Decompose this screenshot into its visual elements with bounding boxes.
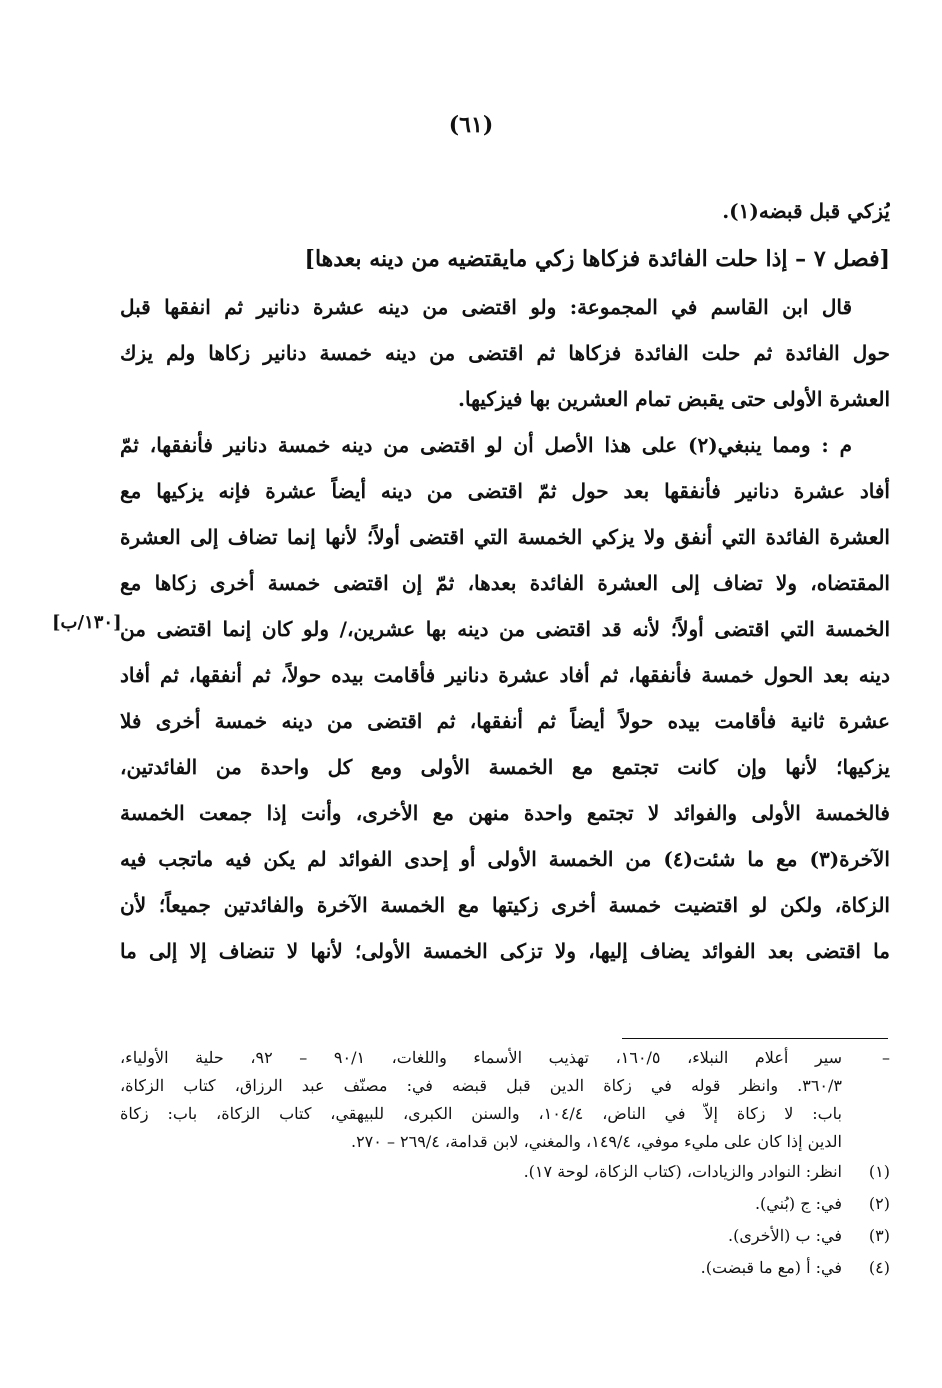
paragraph-line: يزكيها؛ لأنها وإن كانت تجتمع مع الخمسة الأولى ومع كل واحدة من الفائدتين، [120,755,890,779]
paragraph-line: دينه بعد الحول خمسة فأنفقها، ثم أفاد عشرة دنانير فأقامت بيده حولاً، ثم أنفقها، ثم أفاد [120,663,890,687]
paragraph-1 [120,284,890,422]
footnote-line: –سير أعلام النبلاء، ١٦٠/٥، تهذيب الأسماء واللغات، ٩٠/١ – ٩٢، حلية الأولياء، [120,1044,890,1072]
footnote-number: (٢) [868,1194,890,1213]
section-heading: [فصل ٧ – إذا حلت الفائدة فزكاها زكي مايقتضيه من دينه بعدها] [304,246,890,272]
footnotes [120,1044,890,1284]
footnote-item [120,1188,890,1220]
paragraph-line: م : ومما ينبغي(٢) على هذا الأصل أن لو اقتضى من دينه خمسة دنانير فأنفقها، ثمّ [120,433,852,457]
footnote-number: (٤) [868,1258,890,1277]
footnote-line: الدين إذا كان على مليء موفي، ١٤٩/٤، والمغني، لابن قدامة، ٢٦٩/٤ – ٢٧٠. [350,1132,842,1151]
footnote-item [120,1156,890,1188]
paragraph-line: حول الفائدة ثم حلت الفائدة فزكاها ثم اقتضى من دينه خمسة دنانير زكاها ولم يزك [120,341,890,365]
paragraph-line: الآخرة(٣) مع ما شئت(٤) من الخمسة الأولى أو إحدى الفوائد لم يكن فيه ماتجب فيه [120,847,890,871]
footnote-text: في: أ (مع ما قبضت). [700,1258,842,1277]
footnote-text: في: ج (بُني). [754,1194,842,1213]
paragraph-line: قال ابن القاسم في المجموعة: ولو اقتضى من دينه عشرة دنانير ثم انفقها قبل [120,295,852,319]
paragraph-line: العشرة الفائدة التي أنفق ولا يزكي الخمسة التي اقتضى أولاً؛ لأنها إنما تضاف إلى العشرة [120,525,890,549]
footnote-text: في: ب (الأخرى). [728,1226,842,1245]
footnote-item [120,1252,890,1284]
footnote-separator [622,1038,888,1039]
paragraph-line: الزكاة، ولكن لو اقتضيت خمسة أخرى زكيتها مع الخمسة الآخرة والفائدتين جميعاً؛ لأن [120,893,890,917]
continuation-line: يُزكي قبل قبضه(١). [722,199,890,223]
footnote-continuation [120,1044,890,1156]
paragraph-line: المقتضاه، ولا تضاف إلى العشرة الفائدة بعدها، ثمّ إن اقتضى خمسة أخرى زكاها مع [120,571,890,595]
footnote-item [120,1220,890,1252]
footnote-line: ٣٦٠/٣. وانظر قوله في زكاة الدين قبل قبضه في: مصنّف عبد الرزاق، كتاب الزكاة، [120,1076,842,1095]
main-text [120,188,890,974]
footnote-text: انظر: النوادر والزيادات، (كتاب الزكاة، لوحة ١٧). [523,1162,842,1181]
paragraph-line: عشرة ثانية فأقامت بيده حولاً أيضاً ثم أنفقها، ثم اقتضى من دينه خمسة أخرى فلا [120,709,890,733]
paragraph-line: أفاد عشرة دنانير فأنفقها بعد حول ثمّ اقتضى من دينه أيضاً عشرة فإنه يزكيها مع [120,479,890,503]
footnote-number: (١) [868,1162,890,1181]
paragraph-line: الخمسة التي اقتضى أولاً؛ لأنه قد اقتضى من دينه بها عشرين،/ ولو كان إنما اقتضى من [120,617,890,641]
paragraph-line: فالخمسة الأولى والفوائد لا تجتمع واحدة منهن مع الأخرى، وأنت إذا جمعت الخمسة [120,801,890,825]
footnote-number: (٣) [868,1226,890,1245]
footnote-dash: – [882,1048,890,1067]
paragraph-2 [120,422,890,974]
footnote-line: باب: لا زكاة إلاّ في الناض، ١٠٤/٤، والسنن الكبرى، للبيهقي، كتاب الزكاة، باب: زكاة [120,1104,843,1123]
paragraph-line: ما اقتضى بعد الفوائد يضاف إليها، ولا تزكى الخمسة الأولى؛ لأنها لا تنضاف إلا إلى ما [120,939,890,963]
manuscript-folio-marker: [١٣٠/ب] [52,612,122,633]
page-number: (٦١) [448,112,494,138]
paragraph-line: العشرة الأولى حتى يقبض تمام العشرين بها فيزكيها. [458,387,890,411]
